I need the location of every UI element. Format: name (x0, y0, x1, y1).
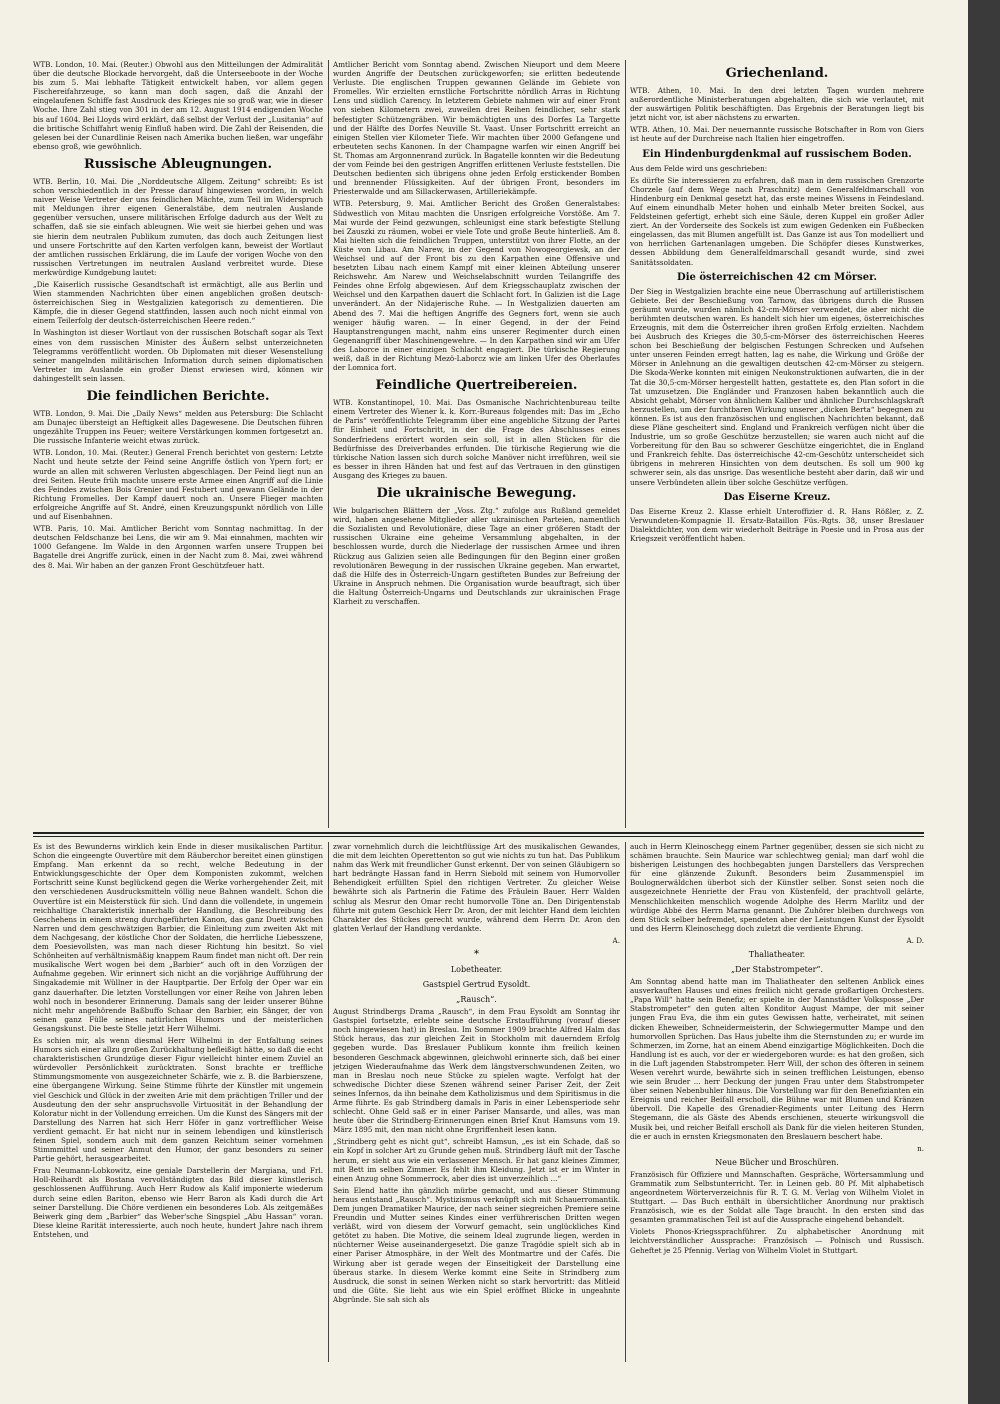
heading-42cm-moerser: Die österreichischen 42 cm Mörser. (677, 271, 877, 283)
article-washington: In Washington ist dieser Wortlaut von der russischen Botschaft sogar als Text eines von dem russischen Minister des Äußern selbst unterzeichneten Telegramms veröffentlicht worden. Ob Diplomaten mit dieser Wesenstellung seiner mangelnden militärischen Information durch seinen diplomatischen Vertreter im Auslande ein großer Dienst erwiesen wird, können wir dahingestellt sein lassen. (33, 328, 323, 383)
review-signature: n. (917, 1143, 924, 1153)
review-rausch-part2: Sein Elend hatte ihn gänzlich mürbe gemacht, und aus dieser Stimmung heraus entstand „Rausch“. Mystizismus verknüpft sich mit Schauerromantik. Dem jungen Dramatiker Maurice, der nach seiner siegreichen Premiere seine Freundin und Mutter seines Kindes einer verführerischen Dritten wegen verläßt, wird von diesem der Vorwurf gemacht, sein unglückliches Kind getötet zu haben. Die Motive, die seinem Ideal zugrunde liegen, werden in nüchterner Weise auseinandergesetzt. Die ganze Tragödie spielt sich ab in einer Pariser Atmosphäre, in der Welt des Montmartre und der Cafés. Die Wirkung aber ist gerade wegen der Einseitigkeit der Darstellung eine überaus starke. In diesem Werke kommt eine Seite in Strindberg zum Ausdruck, die sonst in seinen Werken nicht so stark hervortritt: das Mitleid und die Güte. Sie lieht aus wie ein Spiel eröffnet Blicke in ungeahnte Abgründe. Sie sah sich als (333, 1185, 620, 1304)
review-signature: A. (612, 935, 620, 945)
heading-feindliche-quertreibereien: Feindliche Quertreibereien. (375, 378, 578, 394)
article-eiserne-kreuz: Das Eiserne Kreuz 2. Klasse erhielt Unteroffizier d. R. Hans Rößler, z. Z. Verwundeten-Kompagnie II. Ersatz-Bataillon Füs.-Rgts. 38, unser Breslauer Dialektdichter, von dem wir wiederholt Beiträge in Poesie und in Prosa aus der Kriegszeit veröffentlicht haben. (630, 506, 924, 543)
article-hindenburg-monument: Es dürfte Sie interessieren zu erfahren, daß man in dem russischen Grenzorte Chorzele (auf dem Wege nach Praschnitz) dem Generalfeldmarschall von Hindenburg ein Denkmal gesetzt hat, das erste meines Wissens in Feindesland. Auf einem einundhalb Meter hohen und einhalb Meter breiten Sockel, aus Feldsteinen gefertigt, erhebt sich eine Säule, deren Kuppel ein großer Adler ziert. An der Vorderseite des Sockels ist zum ewigen Gedenken ein Fußbecken eingelassen, das mit Blumen angefüllt ist. Das Ganze ist aus Ton modelliert und von herrlichen Gartenanlagen umgeben. Die Schöpfer dieses Kunstwerkes, dessen Abbildung dem Generalfeldmarschall gesandt wurde, sind zwei Sanitätssoldaten. (630, 175, 924, 267)
scan-edge (968, 0, 1000, 1404)
article-daily-news: WTB. London, 9. Mai. Die „Daily News“ melden aus Petersburg: Die Schlacht am Dunajec übersteigt an Heftigkeit alles Dagewesene. Die Deutschen führen ungezählte Truppen ins Feuer; weitere Verstärkungen kommen fortgesetzt an. Die russische Infanterie weicht etwas zurück. (33, 409, 323, 446)
heading-rausch: „Rausch“. (456, 995, 497, 1005)
heading-stabstrompeter: „Der Stabstrompeter“. (730, 965, 824, 975)
column-rule (328, 842, 329, 1362)
review-rausch-hamsun-quote: „Strindberg geht es nicht gut“, schreibt Hamsun, „es ist ein Schade, daß so ein Kopf in solcher Art zu Grunde gehen muß. Strindberg läuft mit der Tasche herum, er sieht aus wie ein verlassener Mensch. Er hat ganz kleines Zimmer, mit Bett im selben Zimmer. Es fehlt ihm Kleidung. Jetzt ist er im Winter in einen Anzug ohne Sommerrock, aber dies ist unverzeihlich ...“ (333, 1137, 620, 1183)
heading-lobetheater: Lobetheater. (450, 965, 503, 975)
bottom-left-column (33, 842, 323, 1362)
heading-russische-ableugnungen: Russische Ableugnungen. (84, 156, 272, 172)
review-signature: A. D. (906, 935, 924, 945)
article-paris-report: WTB. Paris, 10. Mai. Amtlicher Bericht vom Sonntag nachmittag. In der deutschen Feldschanze bei Lens, die wir am 9. Mai einnahmen, machten wir 1000 Gefangene. Im Walde in den Argonnen warfen unsere Truppen bei Bagatelle drei Angriffe zurück, einen in der Nacht zum 8. Mai, zwei während des 8. Mai. Wir haben an der ganzen Front Geschützfeuer hatt. (33, 524, 323, 570)
column-rule (625, 60, 626, 828)
article-french-report: WTB. London, 10. Mai. (Reuter.) General French berichtet von gestern: Letzte Nacht und heute setzte der Feind seine Angriffe östlich von Ypern fort; er wurde an allen mit schweren Verlusten abgeschlagen. Der Feind liegt nun an drei Seiten. Heute früh machte unsere erste Armee einen Angriff auf die Linie des Feindes zwischen Bois Grenier und Festubert und gewann Gelände in der Richtung Fromelles. Der Kampf dauert noch an. Unsere Flieger machten erfolgreiche Angriffe auf St. André, einen Kreuzungspunkt nördlich von Lille und auf Eisenbahnen. (33, 448, 323, 522)
review-barbier-part3: Frau Neumann-Lobkowitz, eine geniale Darstellerin der Margiana, und Frl. Holl-Reihardt als Bostana vervollständigten das Bild dieser künstlerisch geschlossenen Aufführung. Auch Herr Rudow als Kalif imponierte wiederum durch seine edlen Bariton, ebenso wie Herr Baron als Kadi durch die Art seiner Darstellung. Die Chöre verdienen ein besonderes Lob. Als zeitgemäßes Beiwerk ging dem „Barbier“ das Weber'sche Singspiel „Abu Hassan“ voran. Diese kleine Rarität interessierte, auch noch heute, hundert Jahre nach ihrem Entstehen, und (33, 1166, 323, 1239)
section-divider-star: * (474, 949, 479, 961)
article-42cm-moerser: Der Sieg in Westgalizien brachte eine neue Überraschung auf artilleristischem Gebiete. Bei der Beschießung von Tarnow, das übrigens durch die Russen geräumt wurde, wurden nämlich 42-cm-Mörser verwendet, die aber nicht die berühmten deutschen waren. Es handelt sich hier um eigenes, österreichisches Erzeugnis, mit dem die Österreicher ihren großen Erfolg erzielten. Nachdem bei Ausbruch des Krieges die 30,5-cm-Mörser des österreichischen Heeres schon bei Beschießung der belgischen Festungen Schrecken und Aufsehen unter unseren Feinden erregt hatten, lag es nahe, die Wirkung und Größe der Mörser in Anlehnung an die gewaltigen deutschen 42-cm-Mörser zu steigern. Die Skoda-Werke konnten mit einigen Neukonstruktionen aufwarten, die in der Tat die 30,5-cm-Mörser hergestellt hatten, gestattete es, den Plan sofort in die Tat umzusetzen. Die Engländer und Franzosen haben bekanntlich auch die Absicht gehabt, Mörser von ähnlichem Kaliber und ähnlicher Durchschlagskraft herzustellen, um der furchtbaren Wirkung unserer „dicken Berta“ begegnen zu können. Es ist aus den französischen und englischen Nachrichten bekannt, daß diese Pläne gescheitert sind. England und Frankreich verfügen nicht über die Industrie, um so große Geschütze herzustellen; sie waren auch nicht auf die Vorbereitung für den Bau so schwerer Geschütze eingerichtet, die in England und Frankreich fehlte. Das österreichische 42-cm-Geschütz unterscheidet sich übrigens in mehreren Hinsichten von dem deutschen. Es soll um 900 kg schwerer sein, als das unsrige. Das wesentliche besteht aber darin, daß wir und unsere Verbündeten allein über solche Geschütze verfügen. (630, 286, 924, 487)
article-athens-1: WTB. Athen, 10. Mai. In den drei letzten Tagen wurden mehrere außerordentliche Ministerberatungen abgehalten, die sich wie verlautet, mit der auswärtigen Politik beschäftigten. Das Ergebnis der Beratungen liegt bis jetzt nicht vor, ist aber nächstens zu erwarten. (630, 86, 924, 123)
article-athens-2: WTB. Athen, 10. Mai. Der neuernannte russische Botschafter in Rom von Giers ist heute auf der Durchreise nach Italien hier eingetroffen. (630, 125, 924, 144)
heading-griechenland: Griechenland. (725, 66, 829, 81)
book-notice-franzoesisch: Französisch für Offiziere und Mannschaften. Gespräche, Wörtersammlung und Grammatik zum Selbstunterricht. Ter. in Leinen geb. 80 Pf. Mit alphabetisch angeordnetem Wörterverzeichnis für R. T. G. M. Verlag von Wilhelm Violet in Stuttgart. — Das Buch enthält in übersichtlicher Anordnung nur praktisch Französisch, wie es der Soldat alle Tage braucht. In den ersten sind das gesamten grammatischen Teil ist auf die Aussprache eingehend behandelt. (630, 1169, 924, 1225)
heading-hindenburgdenkmal: Ein Hindenburgdenkmal auf russischem Boden. (642, 148, 912, 160)
top-right-column (630, 60, 924, 828)
top-left-column (33, 60, 323, 828)
heading-feindlichen-berichte: Die feindlichen Berichte. (86, 389, 270, 404)
heading-gastspiel-eysoldt: Gastspiel Gertrud Eysoldt. (422, 980, 531, 990)
bottom-right-column (630, 842, 924, 1362)
heading-eiserne-kreuz: Das Eiserne Kreuz. (723, 491, 831, 503)
column-rule (328, 60, 329, 828)
article-petersburg-report: WTB. Petersburg, 9. Mai. Amtlicher Bericht des Großen Generalstabes: Südwestlich von Mitau machten die Unsrigen erfolgreiche Vorstöße. Am 7. Mai wurde der Feind gezwungen, schleunigst eine stark befestigte Stellung bei Zauszki zu räumen, wobei er viele Tote und große Beute hinterließ. Am 8. Mai hielten sich die feindlichen Truppen, unterstützt von ihrer Flotte, an der Küste von Libau. Am Narew, in der Gegend von Nowogeorgiewsk, an der Weichsel und auf der Front bis zu den Karpathen eine Offensive und besetzten Libau nach einem Kampf mit einer kleinen Abteilung unserer Reichswehr. Am Narew und Weichselabschnitt wurden Teilangriffe des Feindes ohne Erfolg abgewiesen. Auf dem Kriegsschauplatz zwischen der Weichsel und den Karpathen dauert die Schlacht fort. In Galizien ist die Lage unverändert. An der Nidajerische Ruhe. — In Westgalizien dauerten am Abend des 7. Mai die heftigen Angriffe des Gegners fort, wenn sie auch weniger häufig waren. — In einer Gegend, in der der Feind Hauptanstrengungen macht, nahm eins unserer Regimenter durch einen Gegenangriff über Maschinengewehre. — In den Karpathen sind wir am Ufer des Laborce in einer einzigen Schlacht engagiert. Die türkische Regierung weiß, daß in der Richtung Mezö-Laborcz wie am linken Ufer des Oberlaufes der Lomnica fort. (333, 199, 620, 373)
article-konstantinopel: WTB. Konstantinopel, 10. Mai. Das Osmanische Nachrichtenbureau teilte einem Vertreter des Wiener k. k. Korr.-Bureaus folgendes mit: Das im „Echo de Paris“ veröffentlichte Telegramm über eine angebliche Sitzung der Partei für Einheit und Fortschritt, in der die Frage des Abschlusses eines Sonderfriedens erörtert worden sein soll, ist in allen Stücken für die Bedürfnisse des Dreiverbandes erfunden. Die türkische Regierung wie die türkische Nation lassen sich durch solche Manöver nicht irreführen, weil sie es besser in ihren Händen hat und fest auf das Vertrauen in den günstigen Ausgang des Krieges zu bauen. (333, 398, 620, 480)
review-barbier-part1: Es ist des Bewunderns wirklich kein Ende in dieser musikalischen Partitur. Schon die eingeengte Ouvertüre mit dem Räuberchor bereitet einen günstigen Empfang. Man erkennt da so recht, welche Bedeutung in der Entwicklungsgeschichte der Oper dem Komponisten zukommt, welchen Fortschritt seine Kunst beglückend gegen die Werke vorhergehender Zeit, mit den verschiedenen Ausdrucksmitteln völlig neue Bahnen wandelt. Schon die Ouvertüre ist ein Meisterstück für sich. Und dann die vollendete, in ungemein reichhaltige Charakteristik innerhalb der Handlung, die Beschreibung des Geschehens in einem streng durchgeführten Kanon, das ganz Duett zwischen Narren und dem geschwätzigen Barbier, die Einleitung zum zweiten Akt mit dem Nachgesang, der köstliche Chor der Soldaten, die herrliche Liebesszene, dem Poesievollsten, was man nach dieser Richtung hin besitzt. So viel Schönheiten auf verhältnismäßig knappem Raum findet man nicht oft. Der rein musikalische Wert wogen bei dem „Barbier“ auch oft in den Vorzügen der Aufnahme gegeben. Wir erinnert sich nicht an die vorjährige Aufführung der Singakademie mit Wüllner in der Hauptpartie. Der Erfolg der Oper war ein ganz dauerhafter. Die letzten Vorstellungen vor einer Reihe von Jahren leben wohl noch in besonderer Erinnerung. Damals sang der leider unserer Bühne nicht mehr angehörende Baßbuffo Schaar den Barbier, ein Sänger, der von seinen ganz Fülle seines natürlichen Humors und der meisterlichen Gesangskunst. Die beste Stelle jetzt Herr Wilhelmi. (33, 842, 323, 1033)
column-rule (625, 842, 626, 1362)
top-middle-column (333, 60, 620, 828)
quote-russian-declaration: „Die Kaiserlich russische Gesandtschaft ist ermächtigt, alle aus Berlin und Wien stammenden Nachrichten über einen angeblichen großen deutsch-österreichischen Sieg in Westgalizien kategorisch zu dementieren. Die Kämpfe, die in dieser Gegend stattfinden, lassen auch noch nicht einmal von einem Teilerfolg der deutsch-österreichischen Heere reden.“ (33, 279, 323, 326)
review-abu-hassan: zwar vornehmlich durch die leichtflüssige Art des musikalischen Gewandes, die mit dem leichten Operettenton so gut wie nichts zu tun hat. Das Publikum nahm das Werk mit freundlicher Gunst erkennt. Der von seinen Gläubigern so hart bedrängte Hassan fand in Herrn Siebold mit seinem von Humorvoller Behendigkeit erfüllten Spiel den richtigen Vertreter. Zu gleicher Weise bewährte sich als Partnerin die Fatime des Fräulein Bauer. Herr Walden schlug als Mesrur den Omar recht humorvolle Töne an. Den Dirigentenstab führte mit gutem Geschick Herr Dr. Aron, der mit leichter Hand dem leichten Charakter des Stückes gerecht wurde, während dem Herrn Dr. Aron den glatten Verlauf der Handlung verdankte. (333, 842, 620, 933)
heading-ukrainische-bewegung: Die ukrainische Bewegung. (376, 486, 577, 502)
article-ukraine: Wie bulgarischen Blättern der „Voss. Ztg.“ zufolge aus Rußland gemeldet wird, haben angesehene Mitglieder aller ukrainischen Parteien, namentlich die Sozialisten und Revolutionäre, diese Tage an einer größeren Stadt der russischen Ukraine eine geheime Versammlung abgehalten, in der beschlossen wurde, durch die Niederlage der russischen Armee und ihren Rückzug aus Galizien seien alle Bedingungen für den Beginn einer großen revolutionären Bewegung in der russischen Ukraine gegeben. Man erwartet, daß die Hilfe des in Österreich-Ungarn gestifteten Bundes zur Befreiung der Ukraine in Anspruch nehmen. Die Organisation wurde beauftragt, sich über die Haltung Österreich-Ungarns und Deutschlands zur ukrainischen Frage Klarheit zu verschaffen. (333, 506, 620, 606)
feuilleton-separator (33, 836, 924, 837)
article-norddeutsche: WTB. Berlin, 10. Mai. Die „Norddeutsche Allgem. Zeitung“ schreibt: Es ist schon verschiedentlich in der Presse darauf hingewiesen worden, in welch naiver Weise Vertreter der uns feindlichen Mächte, zum Teil im Widerspruch mit Meldungen ihrer eigenen Generalstäbe, dem neutralen Auslande gegenüber versuchen, unsere militärischen Erfolge dadurch aus der Welt zu schaffen, daß sie sie einfach ableugnen. Wie weit sie hierbei gehen und was sie hierin dem neutralen Publikum zumuten, das doch auch Zeitungen liest und unsere Fortschritte auf den Karten verfolgen kann, beweist der Wortlaut der amtlichen russischen Erklärung, die im Laufe der vorigen Woche von den russischen Vertretungen im neutralen Ausland verbreitet wurde. Diese merkwürdige Kundgebung lautet: (33, 176, 323, 277)
review-stabstrompeter: Am Sonntag abend hatte man im Thaliatheater den seltenen Anblick eines ausverkauften Hauses und eines freilich nicht gerade großartigen Orchesters. „Papa Will“ hatte sein Benefiz; er spielte in der Mannstädter Volksposse „Der Stabstrompeter“ den guten alten Konditor August Mampe, der mit seiner jungen Frau Eva, die ihm ein gutes Gewissen hatte, verheiratet, mit seinen dicken Eheweiber, Schneidermeisterin, der Schwiegermutter Mampe und den humorvollen Sprüchen. Das Haus jubelte ihm die Sternstunden zu; er wurde im Schmerzen, im Zorne, hat an einem Abend einzigartige Möglichkeiten. Doch die Handlung ist es auch, vor der er wiedergeboren wurde: es hat den großen, sich in die Luft jagenden Stabstrompeter. Herr Will, der schon des öfteren in seinem Wesen verehrt wurde, bewährte sich in seinen trefflichen Leistungen, ebenso wie sein Bruder ... herr Deckung der jungen Frau unter dem Stabstrompeter über seinen Nebenbuhler hinaus. Die Vorstellung war für den Benefizianten ein Ereignis und reicher Beifall erscholl, die Bühne war mit Blumen und Kränzen übervoll. Die Kapelle des Grenadier-Regiments unter Leitung des Herrn Stegemann, die als Gäste des Abends erschienen, steuerte wirkungsvoll die Musik bei, und reicher Beifall erscholl als Dank für die vielen heiteren Stunden, die er auch in ernsten Kriegsmonaten den Breslauern beschert habe. (630, 977, 924, 1141)
review-rausch-part3: auch in Herrn Kleinoschegg einem Partner gegenüber, dessen sie sich nicht zu schämen brauchte. Sein Maurice war schlechtweg genial; man darf wohl die bisherigen Leistungen des hochbegabten jungen Darstellers das Versprechen für eine glänzende Zukunft. Besonders beim Zusammenspiel im Boulognerwäldchen überbot sich der Künstler selber. Sonst seien noch die ausgezeichnete Henriette der Frau von Küstenfeld, der prachtvoll gelärte, Menschlichkeiten menschlich wogende Adolphe des Herrn Marlitz und der würdige Abbé des Herrn Marna genannt. Die Zuhörer bleiben durchwegs von dem Stück selber befremdet, spendeten aber der Leistungen Kunst der Eysoldt und des Herrn Kleinoschegg doch zuletzt die verdiente Ehrung. (630, 842, 924, 933)
article-field-note: Aus dem Felde wird uns geschrieben: (630, 163, 768, 173)
book-notice-phonos: Violets Phonos-Kriegssprachführer. Zu alphabetischer Anordnung mit leichtverständlicher Aussprache: Französisch — Polnisch und Russisch. Geheftet je 25 Pfennig. Verlag von Wilhelm Violet in Stuttgart. (630, 1227, 924, 1255)
review-rausch-part1: August Strindbergs Drama „Rausch“, in dem Frau Eysoldt am Sonntag ihr Gastspiel fortsetzte, erlebte seine deutsche Erstaufführung (vorauf dieser noch hingewiesen hat) in Breslau. Im Sommer 1909 brachte Alfred Halm das Stück heraus, das zur gleichen Zeit in Stockholm mit dauerndem Erfolg gegeben wurde. Das Breslauer Publikum konnte ihm freilich keinen besonderen Geschmack abgewinnen, gleichwohl erinnerte sich, daß bei einer jetzigen Wiederaufnahme das Werk dem längstverschwundenen Zeiten, wo man in Breslau noch neue Stücke zu spielen wagte. Verfolgt hat der schwedische Dichter diese Szenen während seiner Pariser Zeit, der Zeit seines Infernos, da ihn beinahe dem Katholizismus und dem Spiritismus in die Arme führte. Es gab Strindberg damals in Paris in einer Lebensperiode sehr schlecht. Ohne Geld saß er in einer Pariser Mansarde, und alles, was man heute über die Strindberg-Erinnerungen einen Brief Knut Hamsuns vom 19. März 1895 mit, den man nicht ohne Ergriffenheit lesen kann. (333, 1007, 620, 1135)
bottom-middle-column (333, 842, 620, 1362)
heading-thaliatheater: Thaliatheater. (748, 950, 806, 960)
feuilleton-separator (33, 832, 924, 834)
heading-neue-buecher: Neue Bücher und Broschüren. (715, 1157, 839, 1167)
article-sunday-evening-report: Amtlicher Bericht vom Sonntag abend. Zwischen Nieuport und dem Meere wurden Angriffe der Deutschen zurückgeworfen; sie erlitten bedeutende Verluste. Die englischen Truppen gewannen Gelände im Gebiete von Fromelles. Wir erzielten ernstliche Fortschritte nördlich Arras in Richtung Lens und südlich Carency. In letzterem Gebiete nahmen wir auf einer Front von sieben Kilometern zwei, zuweilen drei Reihen feindlicher, sehr stark befestigter Schützengräben. Wir bemächtigten uns des Dorfes La Targette und der Hälfte des Dorfes Neuville St. Vaast. Unser Fortschritt erreicht an einigen Stellen vier Kilometer Tiefe. Wir machten über 2000 Gefangene und erbeuteten sechs Kanonen. In der Champagne warfen wir einen Angriff bei St. Thomas am Argonnenrand zurück. In Bagatelle konnten wir die Bedeutung der vom Feinde bei den gestrigen Angriffen erlittenen Verluste feststellen. Die Deutschen bedienten sich übrigens ohne jeden Erfolg erstickender Bomben und brennender Flüssigkeiten. Auf der übrigen Front, besonders im Priesterwalde und am Sillackerwasen, Artilleriekämpfe. (333, 60, 620, 197)
article-admiralty: WTB. London, 10. Mai. (Reuter.) Obwohl aus den Mitteilungen der Admiralität über die deutsche Blockade hervorgeht, daß die Unterseeboote in der Woche bis zum 5. Mai lebhafte Tätigkeit entwickelt haben, vor allem gegen Fischereifahrzeuge, so kann man doch sagen, daß die Anzahl der eingelaufenen Schiffe fast Ausdruck des Krieges nie so groß war, wie in dieser Woche. Ihre Zahl stieg von 301 in der am 12. August 1914 endigenden Woche bis auf 1604. Bei Lloyds wird erklärt, daß selbst der Verlust der „Lusitania“ auf die britische Schiffahrt wenig Einfluß haben wird. Die Zahl der Reisenden, die gelesen bei der Cunardlinie Reisen nach Amerika buchen ließen, war ungefähr ebenso groß, wie gewöhnlich. (33, 60, 323, 151)
review-barbier-part2: Es schien mir, als wenn diesmal Herr Wilhelmi in der Entfaltung seines Humors sich einer allzu großen Zurückhaltung befleißigt hätte, so daß die echt charakteristischen Grundzüge dieser Figur vielleicht hinter einem Zuviel an würdevoller Persönlichkeit zurücktraten. Sonst brachte er treffliche Stimmungsmomente von ausgezeichneter Schärfe, wie z. B. die Barbierszene, eine übergangene Wirkung. Seine Stimme führte der Künstler mit ungemein viel Geschick und Glück in der zweiten Arie mit dem prächtigen Triller und der Ausdeutung den der sehr anspruchsvolle Virtuosität in der Behandlung der Koloratur nicht in der Vollendung erreichen. Um die Kunst des Sängers mit der Darstellung des Narren hat sich Herr Höfer in ganz vortrefflicher Weise verdient gemacht. Er hat nicht nur in seinem lebendigen und künstlerisch feinen Spiel, sondern auch mit dem ganzen Reichtum seiner vornehmen Stimmmittel und seiner Anmut den Humor, der ganz besonders zu seiner Partie gehört, herausgearbeitet. (33, 1035, 323, 1164)
